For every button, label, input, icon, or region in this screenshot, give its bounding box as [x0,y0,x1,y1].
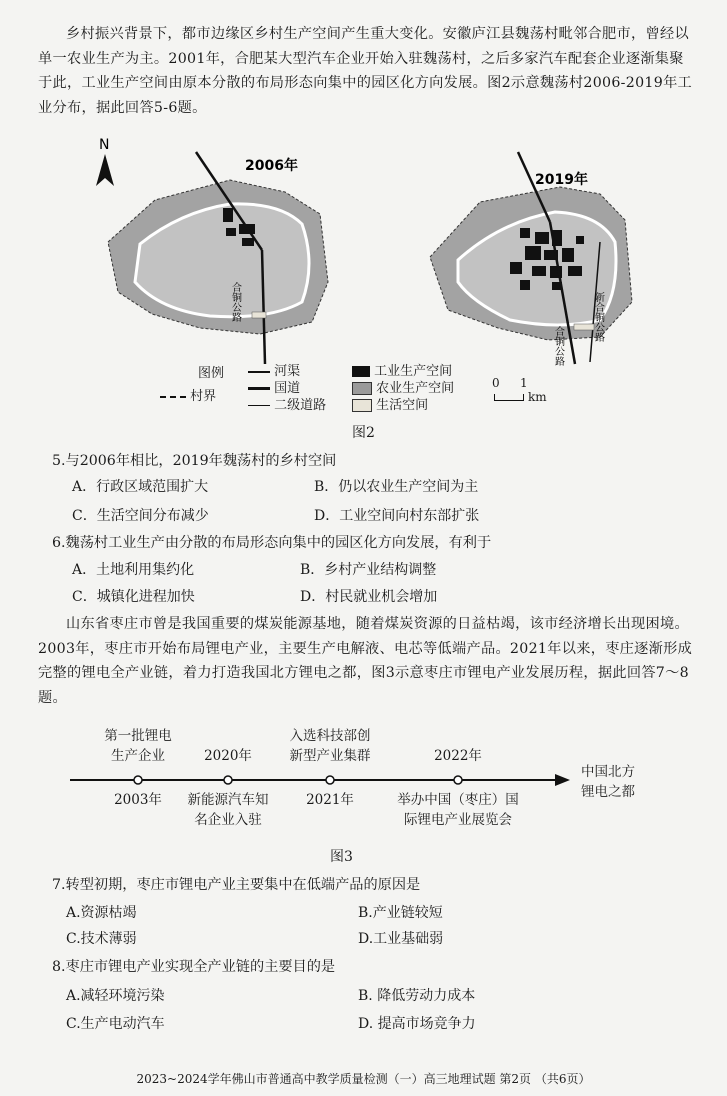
scale-line [494,394,524,401]
timeline-node-2022 [454,776,462,784]
legend-living-swatch [352,399,372,412]
legend-industrial-swatch [352,366,370,377]
question-5-option-b[interactable]: B．仍以农业生产空间为主 [314,479,479,495]
legend-industrial-label: 工业生产空间 [374,364,453,379]
question-7-option-d[interactable]: D.工业基础弱 [358,931,444,947]
question-6-option-b[interactable]: B．乡村产业结构调整 [300,562,437,578]
legend-secondary-road [248,394,326,413]
question-8-option-a[interactable]: A.减轻环境污染 [66,988,165,1004]
road-label-right: 合铜公路 [552,326,564,366]
map-2019 [430,152,632,367]
passage-1-text: 乡村振兴背景下，都市边缘区乡村生产空间产生重大变化。安徽庐江县魏荡村毗邻合肥市，曾经以单一农业生产为主。2001年，合肥某大型汽车企业开始入驻魏荡村，之后多家汽车配套企业逐渐集聚于此，工业生产空间由原本分散的布局形态向集中的园区化方向发展。图2示意魏荡村2006-2019年工业分布，据此回答5-6题。 [38,26,693,116]
timeline-top-1 [88,726,188,766]
question-8-option-b[interactable]: B. 降低劳动力成本 [358,988,476,1004]
map-2006 [108,152,328,364]
question-7-stem: 7.转型初期，枣庄市锂电产业主要集中在低端产品的原因是 [52,877,421,893]
timeline-bottom-2-line1: 新能源汽车知 [187,792,269,808]
question-6-option-d[interactable]: D．村民就业机会增加 [300,589,438,605]
question-7-option-a[interactable]: A.资源枯竭 [66,905,137,921]
timeline-end-label-2: 锂电之都 [581,784,635,800]
question-6-option-a[interactable]: A．土地利用集约化 [72,562,195,578]
timeline-bottom-3-line1: 2021年 [306,792,354,808]
legend-river-label: 河渠 [274,364,301,379]
scale-bar [492,376,562,406]
scale-one: 1 [520,376,528,390]
legend-river-swatch [248,371,270,373]
timeline-end-label [568,762,648,802]
scale-zero: 0 [492,376,500,390]
timeline-top-4 [408,746,508,766]
new-road-label: 新合铜公路 [592,292,604,342]
timeline-top-2-line2: 2020年 [204,748,252,764]
question-5-stem: 5.与2006年相比，2019年魏荡村的乡村空间 [52,453,337,469]
timeline-bottom-1-line1: 2003年 [114,792,162,808]
figure-3-caption: 图3 [330,849,353,865]
legend-national-road-label: 国道 [274,381,301,396]
passage-1 [38,22,698,120]
question-6-stem: 6.魏荡村工业生产由分散的布局形态向集中的园区化方向发展，有利于 [52,535,492,551]
legend-road-swatch [248,387,270,390]
timeline-bottom-4 [380,790,536,830]
legend-agricultural-label: 农业生产空间 [376,381,455,396]
timeline-top-3-line1: 入选科技部创 [289,728,371,744]
legend-border-swatch [160,396,186,398]
north-arrow-icon [96,154,114,186]
legend-living-label: 生活空间 [376,398,429,413]
legend-secondary-swatch [248,405,270,406]
timeline-node-2021 [326,776,334,784]
question-5-option-d[interactable]: D．工业空间向村东部扩张 [314,508,480,524]
timeline-node-2003 [134,776,142,784]
timeline-top-4-line2: 2022年 [434,748,482,764]
question-5-option-a[interactable]: A．行政区域范围扩大 [72,479,209,495]
scale-unit: km [528,390,547,404]
question-6-option-c[interactable]: C．城镇化进程加快 [72,589,195,605]
question-8-stem: 8.枣庄市锂电产业实现全产业链的主要目的是 [52,959,336,975]
map-2006-title: 2006年 [245,158,298,174]
figure-3-timeline [60,770,580,790]
timeline-bottom-3 [280,790,380,810]
timeline-top-3 [268,726,392,766]
figure-2-caption: 图2 [352,425,375,441]
legend-living [352,394,428,413]
passage-2-text: 山东省枣庄市曾是我国重要的煤炭能源基地，随着煤炭资源的日益枯竭，该市经济增长出现困境。2003年，枣庄市开始布局锂电产业，主要生产电解液、电芯等低端产品。2021年以来，枣庄逐渐形成完整的锂电全产业链，着力打造我国北方锂电之都，图3示意枣庄市锂电产业发展历程，据此回答7～8题。 [38,616,693,706]
timeline-top-1-line1: 第一批锂电 [104,728,172,744]
page-footer: 2023~2024学年佛山市普通高中教学质量检测（一）高三地理试题 第2页 （共6页） [136,1072,591,1086]
timeline-top-1-line2: 生产企业 [111,748,165,764]
legend-secondary-road-label: 二级道路 [274,398,327,413]
question-7-option-b[interactable]: B.产业链较短 [358,905,443,921]
timeline-bottom-2 [170,790,286,830]
legend-village-border-label: 村界 [190,389,217,404]
timeline-top-2 [178,746,278,766]
legend-title: 图例 [198,366,225,381]
timeline-bottom-4-line2: 际锂电产业展览会 [404,812,512,828]
road-label-left: 合铜公路 [229,282,241,322]
timeline-end-label-1: 中国北方 [581,764,635,780]
question-8-option-d[interactable]: D. 提高市场竞争力 [358,1016,476,1032]
question-7-option-c[interactable]: C.技术薄弱 [66,931,137,947]
question-5-option-c[interactable]: C．生活空间分布减少 [72,508,209,524]
timeline-node-2020 [224,776,232,784]
passage-2 [38,612,698,710]
legend-village-border [160,385,216,404]
timeline-bottom-4-line1: 举办中国（枣庄）国 [397,792,519,808]
north-label: N [99,137,110,153]
map-2019-title: 2019年 [535,172,588,188]
timeline-top-3-line2: 新型产业集群 [289,748,371,764]
question-8-option-c[interactable]: C.生产电动汽车 [66,1016,165,1032]
timeline-bottom-2-line2: 名企业入驻 [194,812,262,828]
